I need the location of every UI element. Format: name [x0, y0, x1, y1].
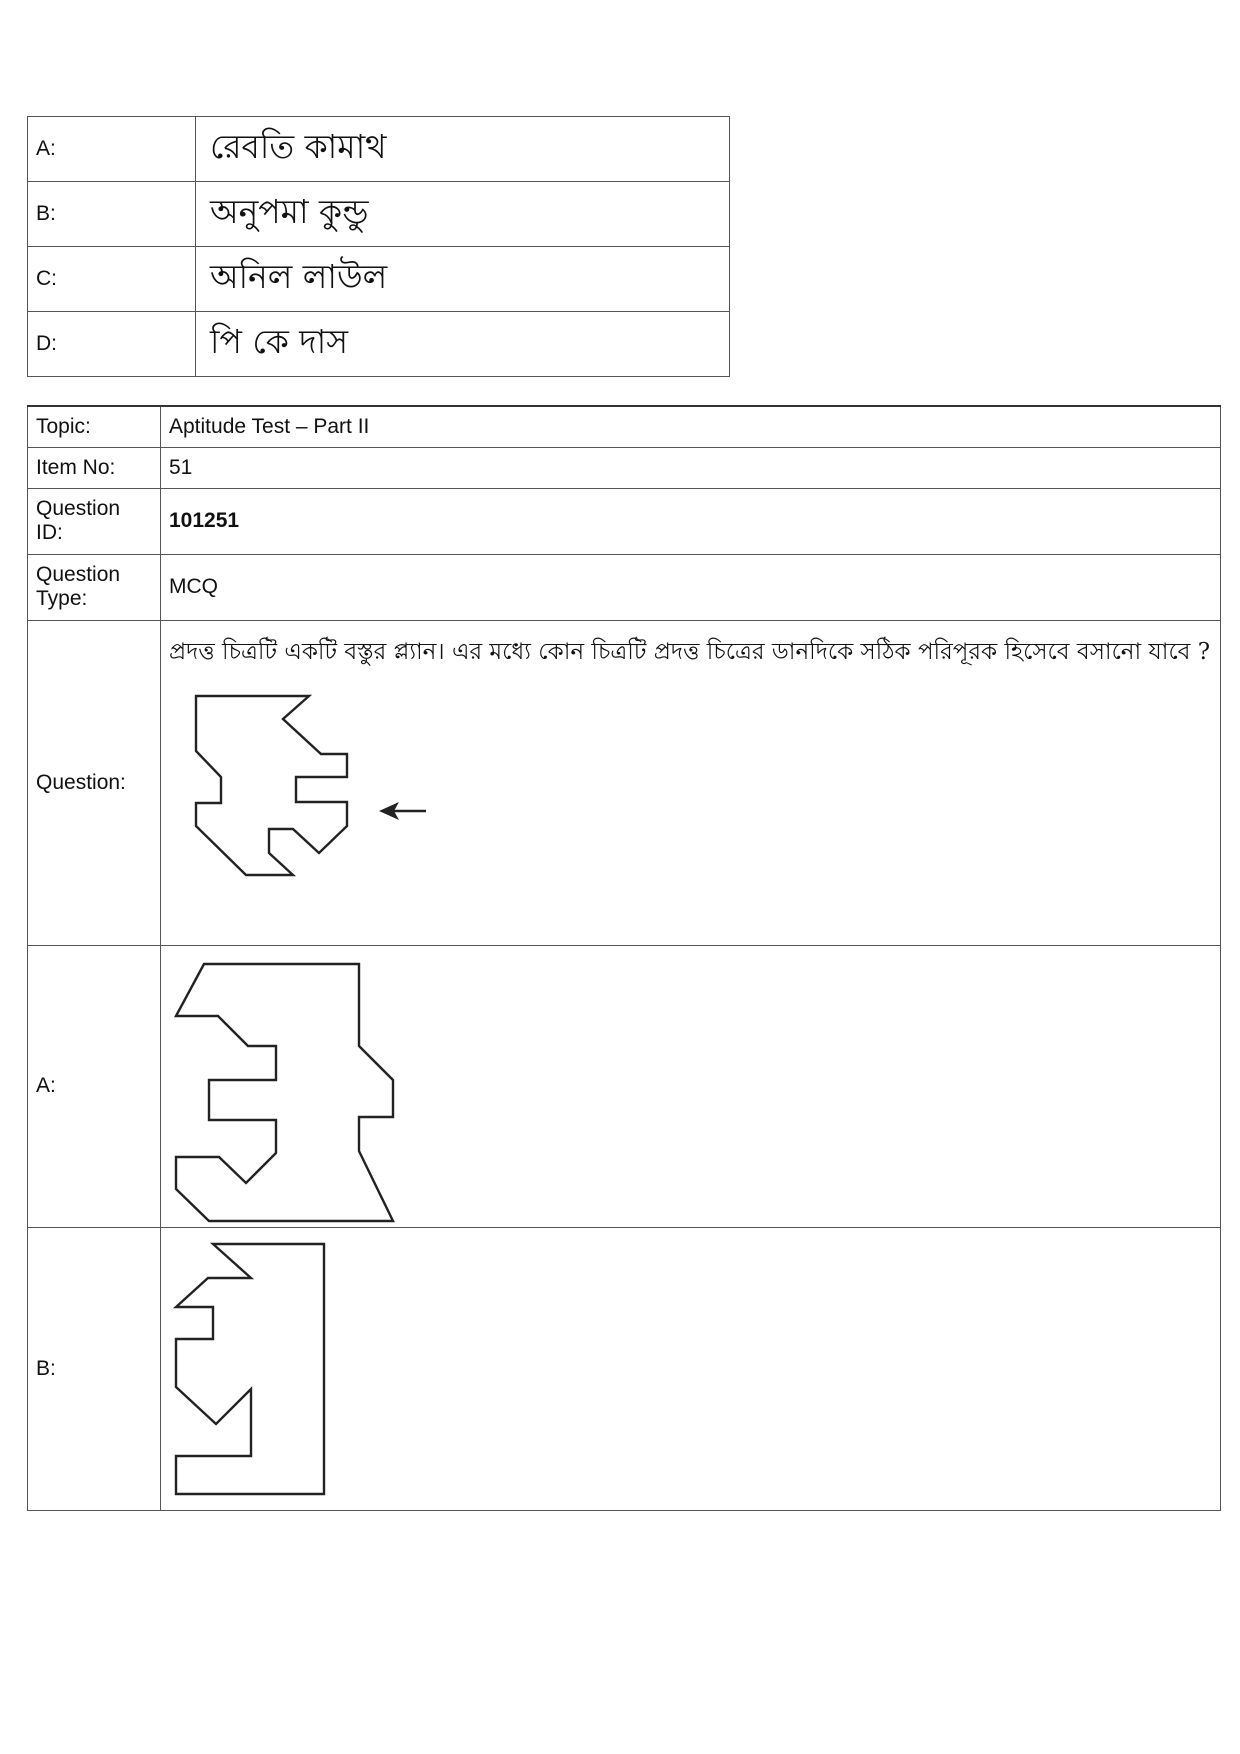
- question-label: Question:: [28, 620, 161, 945]
- option-a-cell: [161, 945, 1221, 1227]
- question-id-value: 101251: [161, 488, 1221, 554]
- topic-row: [28, 406, 1221, 447]
- option-a-shape: [176, 964, 393, 1221]
- previous-option-row: [28, 312, 730, 377]
- question-table: [27, 405, 1221, 1511]
- option-label: C:: [28, 247, 196, 312]
- question-type-value: MCQ: [161, 554, 1221, 620]
- question-figure: [161, 671, 461, 891]
- option-label: B:: [28, 182, 196, 247]
- option-b-figure: [161, 1229, 361, 1509]
- question-id-row: [28, 488, 1221, 554]
- option-b-shape: [176, 1244, 324, 1494]
- option-b-label: B:: [28, 1227, 161, 1510]
- option-text: অনিল লাউল: [196, 247, 730, 312]
- item-no-value: 51: [161, 447, 1221, 488]
- option-a-label: A:: [28, 945, 161, 1227]
- option-a-row: [28, 945, 1221, 1227]
- topic-value: Aptitude Test – Part II: [161, 406, 1221, 447]
- previous-option-row: [28, 182, 730, 247]
- option-text: অনুপমা কুন্ডু: [196, 182, 730, 247]
- topic-label: Topic:: [28, 406, 161, 447]
- question-text: প্রদত্ত চিত্রটি একটি বস্তুর প্ল্যান। এর মধ্যে কোন চিত্রটি প্রদত্ত চিত্রের ডানদিকে সঠিক পরিপূরক হিসেবে বসানো যাবে ?: [169, 638, 1211, 665]
- question-type-row: [28, 554, 1221, 620]
- option-text: রেবতি কামাথ: [196, 117, 730, 182]
- previous-options-table: [27, 116, 730, 377]
- option-b-row: [28, 1227, 1221, 1510]
- question-cell: [161, 620, 1221, 945]
- item-no-label: Item No:: [28, 447, 161, 488]
- option-a-figure: [161, 949, 421, 1224]
- option-label: D:: [28, 312, 196, 377]
- question-type-label: Question Type:: [28, 554, 161, 620]
- given-plan-shape: [196, 696, 347, 875]
- previous-option-row: [28, 117, 730, 182]
- question-row: [28, 620, 1221, 945]
- previous-option-row: [28, 247, 730, 312]
- question-id-label: Question ID:: [28, 488, 161, 554]
- option-text: পি কে দাস: [196, 312, 730, 377]
- option-b-cell: [161, 1227, 1221, 1510]
- item-no-row: [28, 447, 1221, 488]
- option-label: A:: [28, 117, 196, 182]
